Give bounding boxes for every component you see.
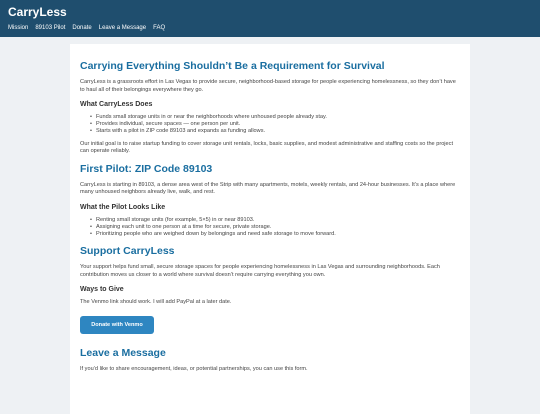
goal-paragraph: Our initial goal is to raise startup funding to cover storage unit rentals, locks, basic supplies, and modest administrative and staffing costs so the project can operate reliably. [80, 140, 454, 155]
nav-faq[interactable]: FAQ [153, 25, 166, 31]
ways-to-give-heading: Ways to Give [80, 286, 124, 294]
mission-intro: CarryLess is a grassroots effort in Las Vegas to provide secure, neighborhood-based storage for people experiencing homelessness, so they don’t have to haul all of their belongings everywhere they go. [80, 79, 456, 93]
list-item: • Provides individual, secure spaces — one person per unit. [90, 121, 460, 128]
support-title: Support CarryLess [80, 245, 175, 258]
pilot-looks-list [80, 217, 460, 239]
donate-venmo-button[interactable]: Donate with Venmo [80, 316, 154, 334]
list-item: • Renting small storage units (for example, 5×5) in or near 89103. [90, 217, 460, 224]
what-does-list [80, 114, 460, 136]
what-does-heading: What CarryLess Does [80, 101, 153, 108]
pilot-title: First Pilot: ZIP Code 89103 [80, 162, 213, 175]
list-item: • Starts with a pilot in ZIP code 89103 and expands as funding allows. [90, 128, 460, 135]
list-item: • Funds small storage units in or near the neighborhoods where unhoused people already stay. [90, 114, 460, 121]
nav-leave-message[interactable]: Leave a Message [98, 25, 147, 31]
message-intro: If you’d like to share encouragement, ideas, or potential partnerships, you can use this form. [80, 365, 308, 372]
mission-title: Carrying Everything Shouldn’t Be a Requirement for Survival [80, 60, 385, 72]
venmo-note: The Venmo link should work. I will add PayPal at a later date. [80, 299, 232, 306]
brand-title[interactable]: CarryLess [8, 5, 67, 19]
support-intro: Your support helps fund small, secure storage spaces for people experiencing homelessness in Las Vegas and surrounding neighborhoods. Each contribution moves us closer to a world where survival doesn’t require carrying everything you own. [80, 264, 440, 278]
list-item: • Prioritizing people who are weighed down by belongings and need safe storage to move forward. [90, 231, 460, 238]
nav-pilot[interactable]: 89103 Pilot [35, 25, 66, 31]
pilot-looks-heading: What the Pilot Looks Like [80, 203, 166, 211]
nav-donate[interactable]: Donate [72, 25, 92, 31]
message-title: Leave a Message [80, 346, 166, 359]
content-card [70, 44, 470, 414]
site-header [0, 0, 540, 37]
list-item: • Assigning each unit to one person at a time for secure, private storage. [90, 224, 460, 231]
nav-mission[interactable]: Mission [8, 25, 29, 31]
main-nav [8, 24, 532, 32]
pilot-intro: CarryLess is starting in 89103, a dense area west of the Strip with many apartments, motels, weekly rentals, and 24-hour businesses. It’s a place where many unhoused neighbors already live, walk, and rest. [80, 181, 456, 196]
